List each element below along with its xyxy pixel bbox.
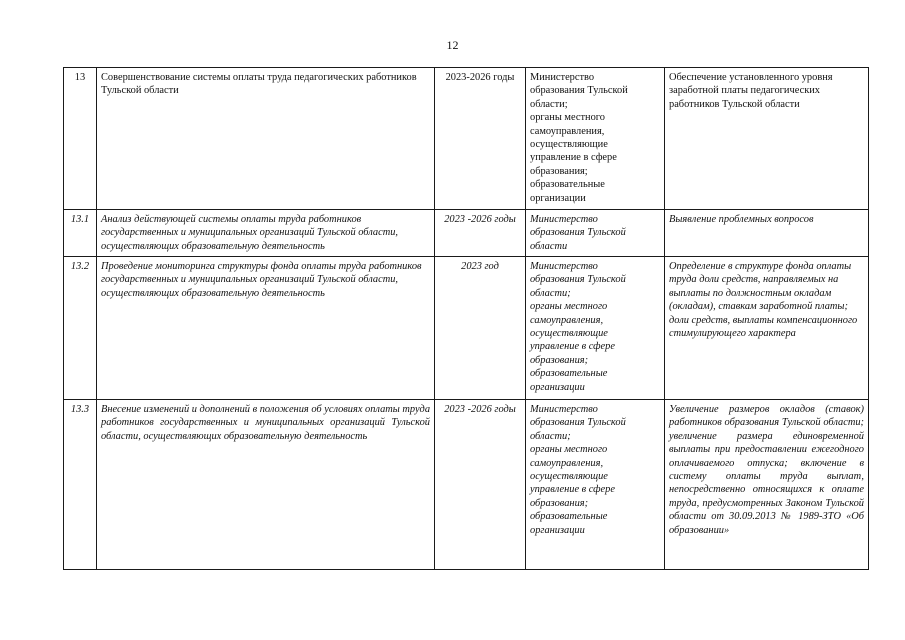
executor-line: образования Тульской xyxy=(530,227,626,239)
executor-line: образовательные xyxy=(530,179,605,191)
executor-line: образования; xyxy=(530,497,589,509)
executor-line: осуществляющие xyxy=(530,471,608,483)
executor-line: Министерство xyxy=(530,72,595,83)
executor-line: органы местного xyxy=(530,444,608,456)
executor-line: Министерство xyxy=(530,261,598,272)
executors-cell xyxy=(526,210,665,257)
executor-line: органы местного xyxy=(530,112,605,124)
executor-line: области; xyxy=(530,98,568,110)
table-row xyxy=(64,68,869,210)
table-row xyxy=(64,400,869,570)
executor-line: образования Тульской xyxy=(530,417,626,429)
measure-cell: Анализ действующей системы оплаты труда работников государственных и муниципальных организаций Тульской области, осуществляющих образовательную деятельность xyxy=(97,210,435,257)
executor-line: управление в сфере xyxy=(530,484,615,496)
period-cell: 2023 -2026 годы xyxy=(435,400,526,570)
executor-line: управление в сфере xyxy=(530,152,617,164)
period-cell: 2023 -2026 годы xyxy=(435,210,526,257)
executor-line: осуществляющие xyxy=(530,328,608,340)
executor-line: органы местного xyxy=(530,301,608,313)
executor-line: области xyxy=(530,240,568,252)
executors-cell xyxy=(526,68,665,210)
executor-line: образования; xyxy=(530,165,588,177)
page-number: 12 xyxy=(446,38,459,52)
executor-line: образования; xyxy=(530,354,589,366)
executor-line: образовательные xyxy=(530,368,608,380)
row-number: 13.2 xyxy=(64,257,97,400)
executor-line: организации xyxy=(530,192,586,204)
result-cell: Выявление проблемных вопросов xyxy=(665,210,869,257)
executor-line: области; xyxy=(530,430,571,442)
executor-line: Министерство xyxy=(530,404,598,415)
measure-cell: Совершенствование системы оплаты труда педагогических работников Тульской области xyxy=(97,68,435,210)
table-row xyxy=(64,210,869,257)
executor-line: образовательные xyxy=(530,511,608,523)
measure-cell: Внесение изменений и дополнений в положения об условиях оплаты труда работников государственных и муниципальных организаций Тульской области, осуществляющих образовательную деятельность xyxy=(97,400,435,570)
result-cell: Обеспечение установленного уровня заработной платы педагогических работников Тульской области xyxy=(665,68,869,210)
row-number: 13.3 xyxy=(64,400,97,570)
result-cell: Увеличение размеров окладов (ставок) работников образования Тульской области; увеличение размера единовременной выплаты при предоставлении ежегодного оплачиваемого отпуска; включение в систему оплаты труда выплат, непосредственно относящихся к оплате труда, предусмотренных Законом Тульской области от 30.09.2013 № 1989-ЗТО «Об образовании» xyxy=(665,400,869,570)
executor-line: образования Тульской xyxy=(530,274,626,286)
executor-line: организации xyxy=(530,524,585,536)
executors-cell xyxy=(526,400,665,570)
executor-line: самоуправления, xyxy=(530,457,604,469)
row-number: 13.1 xyxy=(64,210,97,257)
executor-line: самоуправления, xyxy=(530,125,605,137)
executor-line: образования Тульской xyxy=(530,85,628,97)
executor-line: Министерство xyxy=(530,214,598,225)
action-plan-table xyxy=(63,67,869,570)
period-cell: 2023-2026 годы xyxy=(435,68,526,210)
executor-line: самоуправления, xyxy=(530,314,604,326)
executors-cell xyxy=(526,257,665,400)
executor-line: области; xyxy=(530,287,571,299)
period-cell: 2023 год xyxy=(435,257,526,400)
measure-cell: Проведение мониторинга структуры фонда оплаты труда работников государственных и муниципальных организаций Тульской области, осуществляющих образовательную деятельность xyxy=(97,257,435,400)
table-row xyxy=(64,257,869,400)
executor-line: осуществляющие xyxy=(530,139,608,151)
row-number: 13 xyxy=(64,68,97,210)
executor-line: управление в сфере xyxy=(530,341,615,353)
result-cell: Определение в структуре фонда оплаты труда доли средств, направляемых на выплаты по должностным окладам (окладам), ставкам заработной платы; доли средств, выплаты компенсационного стимулирующего характера xyxy=(665,257,869,400)
executor-line: организации xyxy=(530,381,585,393)
